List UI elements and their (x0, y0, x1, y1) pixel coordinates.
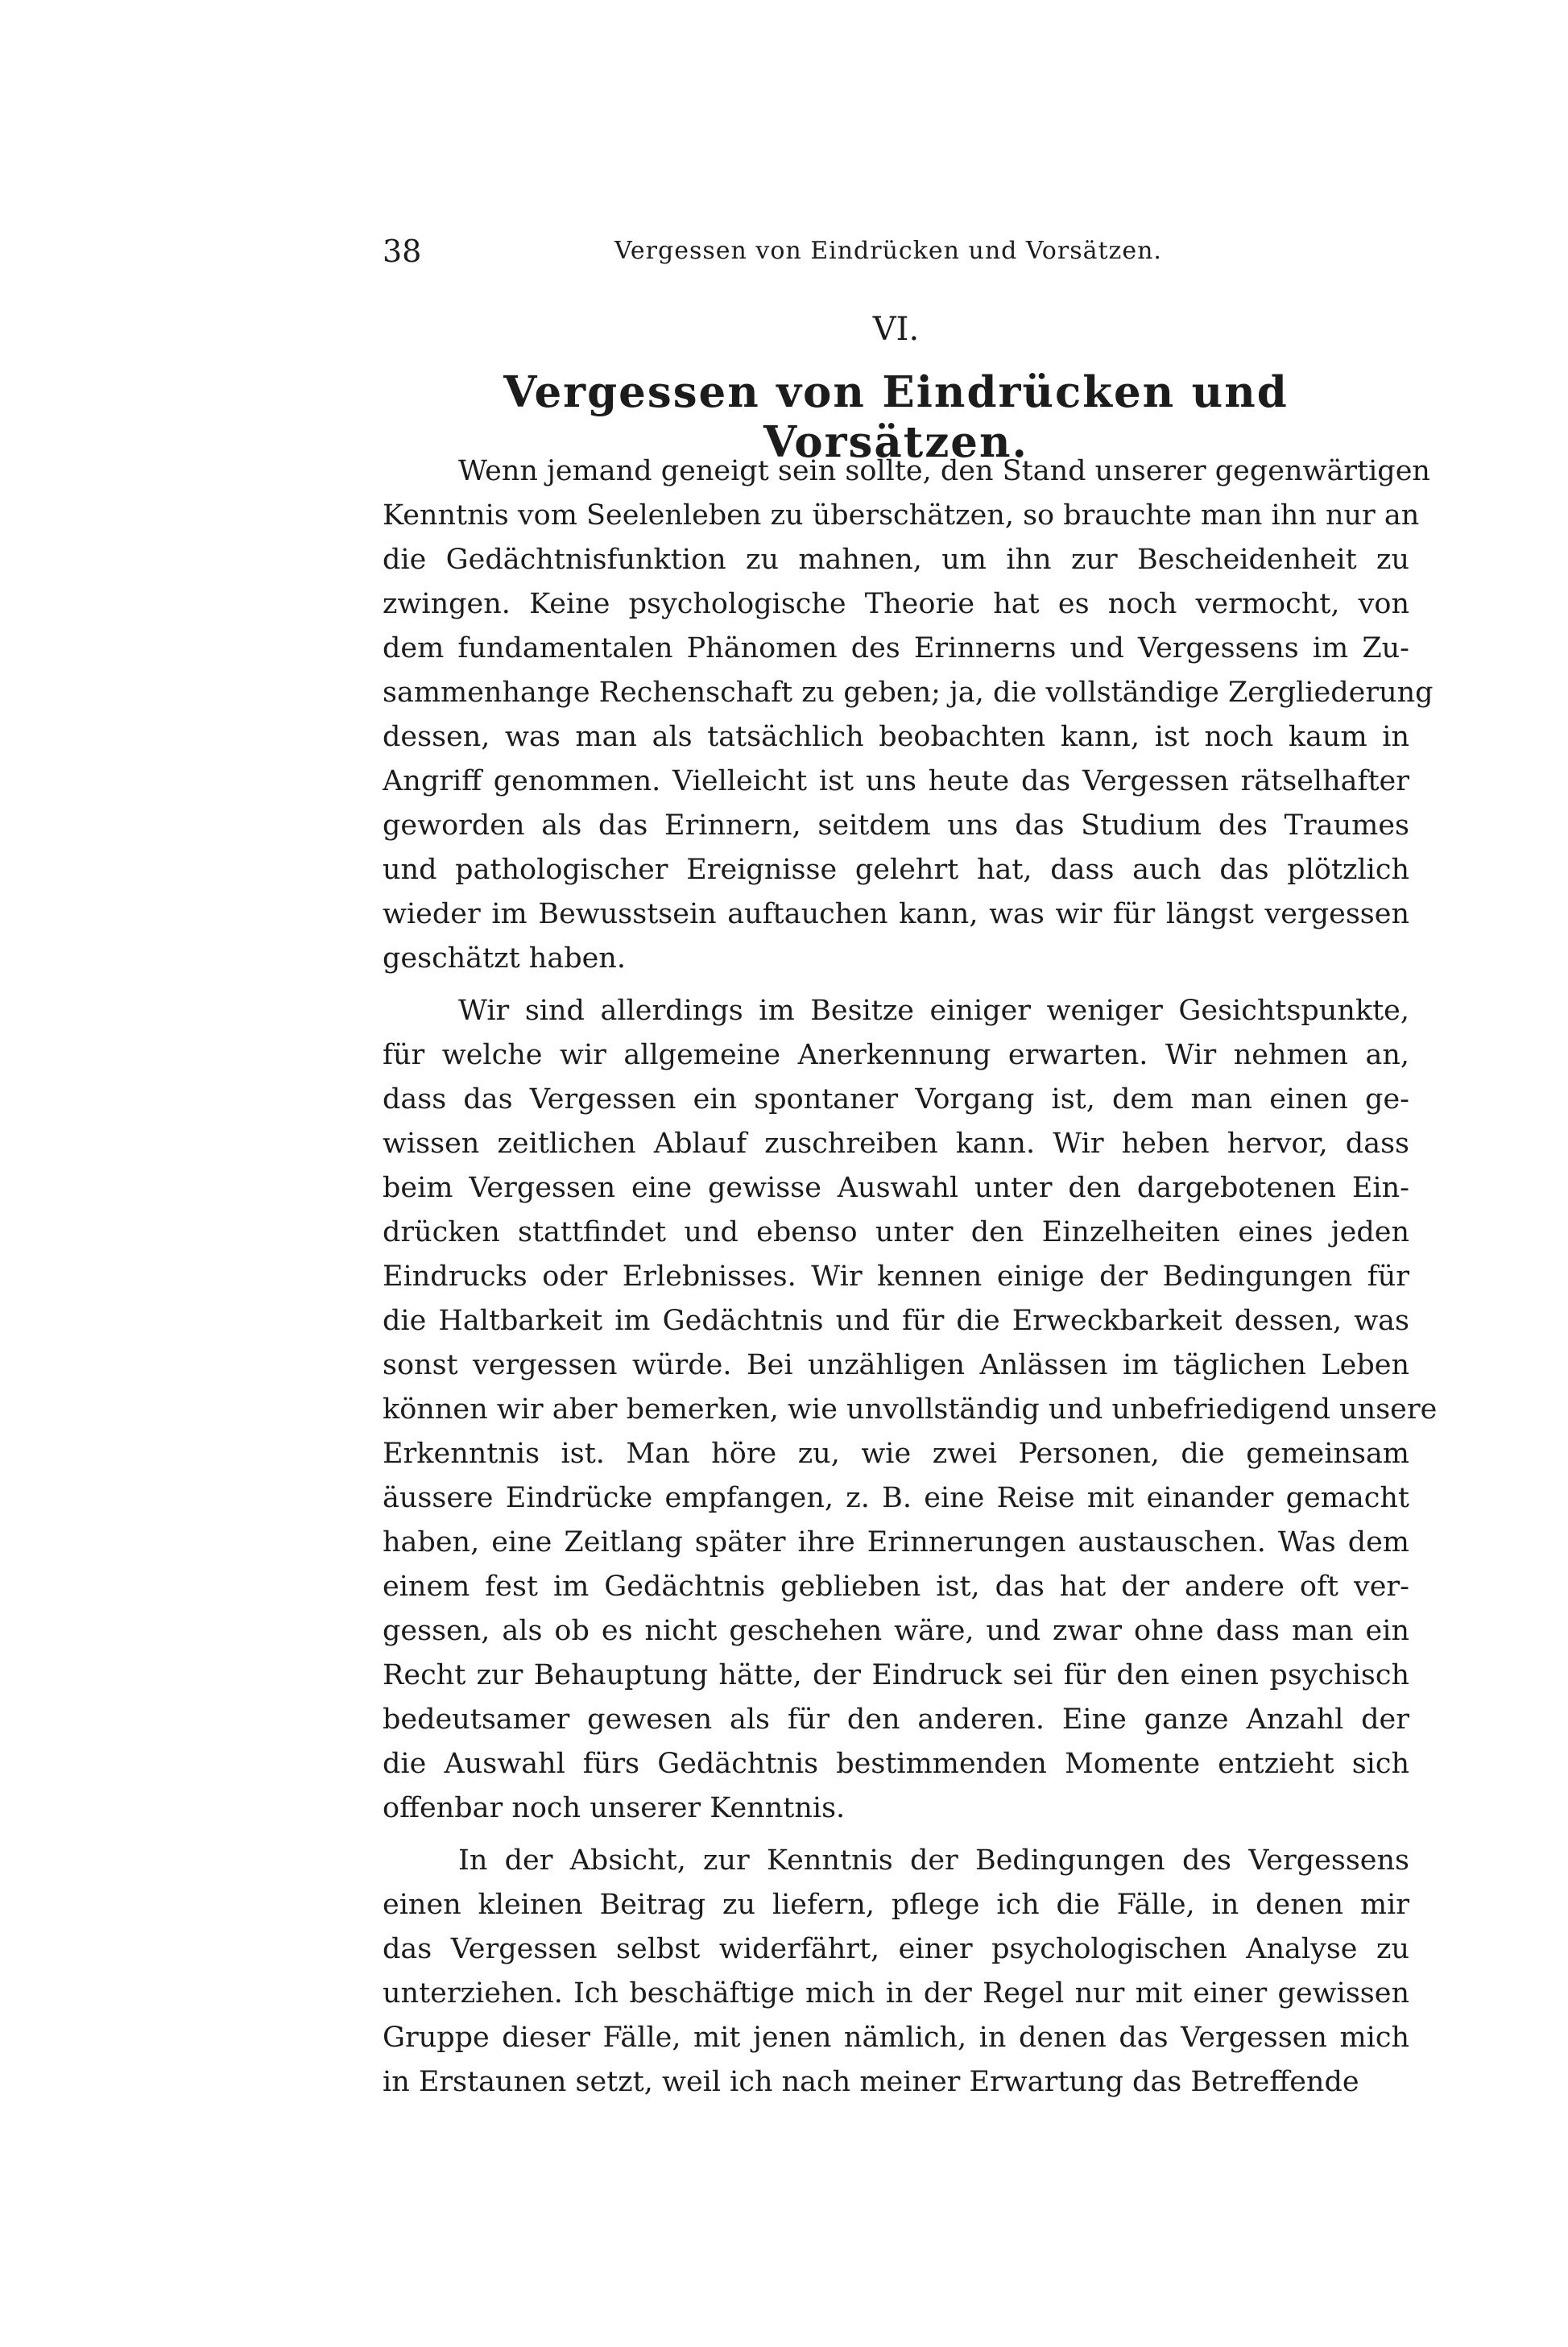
text-line: wieder im Bewusstsein auftauchen kann, was wir für längst vergessen (383, 898, 1409, 930)
text-line: Angriff genommen. Vielleicht ist uns heute das Vergessen rätselhafter (383, 765, 1409, 797)
paragraph (383, 989, 1438, 1831)
text-line: dass das Vergessen ein spontaner Vorgang ist, dem man einen ge- (383, 1083, 1409, 1116)
text-line: offenbar noch unserer Kenntnis. (383, 1792, 846, 1824)
text-line: dessen, was man als tatsächlich beobachten kann, ist noch kaum in (383, 721, 1409, 753)
text-line: in Erstaunen setzt, weil ich nach meiner Erwartung das Betreffende (383, 2066, 1359, 2098)
chapter-title: Vergessen von Eindrücken und Vorsätzen. (503, 367, 1289, 467)
page-number: 38 (383, 234, 422, 269)
running-title: Vergessen von Eindrücken und Vorsätzen. (614, 237, 1162, 265)
paragraph (383, 449, 1434, 981)
text-line: geworden als das Erinnern, seitdem uns das Studium des Traumes (383, 809, 1409, 842)
text-line: dem fundamentalen Phänomen des Erinnerns und Vergessens im Zu- (383, 632, 1409, 664)
text-line: bedeutsamer gewesen als für den anderen. Eine ganze Anzahl der (383, 1703, 1409, 1736)
text-line: haben, eine Zeitlang später ihre Erinnerungen austauschen. Was dem (383, 1526, 1409, 1558)
text-line: wissen zeitlichen Ablauf zuschreiben kann. Wir heben hervor, dass (383, 1128, 1409, 1160)
text-line: das Vergessen selbst widerfährt, einer psychologischen Analyse zu (383, 1933, 1409, 1965)
text-line: Erkenntnis ist. Man höre zu, wie zwei Personen, die gemeinsam (383, 1438, 1409, 1470)
chapter-number: VI. (872, 311, 920, 348)
text-line: zwingen. Keine psychologische Theorie hat es noch vermocht, von (383, 588, 1409, 620)
running-head (383, 234, 1409, 282)
text-line: die Haltbarkeit im Gedächtnis und für die Erweckbarkeit dessen, was (383, 1305, 1409, 1337)
text-line: beim Vergessen eine gewisse Auswahl unter den dargebotenen Ein- (383, 1172, 1409, 1204)
text-line: gessen, als ob es nicht geschehen wäre, und zwar ohne dass man ein (383, 1615, 1409, 1647)
text-line: Wenn jemand geneigt sein sollte, den Stand unserer gegenwärtigen (458, 455, 1430, 487)
paragraph (383, 1839, 1409, 2105)
text-line: können wir aber bemerken, wie unvollständig und unbefriedigend unsere (383, 1393, 1438, 1426)
text-line: die Gedächtnisfunktion zu mahnen, um ihn zur Bescheidenheit zu (383, 544, 1409, 576)
text-line: und pathologischer Ereignisse gelehrt hat, dass auch das plötzlich (383, 854, 1409, 886)
text-line: Gruppe dieser Fälle, mit jenen nämlich, in denen das Vergessen mich (383, 2022, 1409, 2054)
text-line: unterziehen. Ich beschäftige mich in der Regel nur mit einer gewissen (383, 1977, 1409, 2010)
text-line: die Auswahl fürs Gedächtnis bestimmenden Momente entzieht sich (383, 1748, 1409, 1780)
text-line: Wir sind allerdings im Besitze einiger weniger Gesichtspunkte, (458, 995, 1409, 1027)
text-line: sonst vergessen würde. Bei unzähligen Anlässen im täglichen Leben (383, 1349, 1409, 1381)
text-line: äussere Eindrücke empfangen, z. B. eine Reise mit einander gemacht (383, 1482, 1409, 1514)
book-page (383, 234, 1438, 2105)
text-line: für welche wir allgemeine Anerkennung erwarten. Wir nehmen an, (383, 1039, 1409, 1071)
text-line: drücken stattfindet und ebenso unter den Einzelheiten eines jeden (383, 1216, 1409, 1248)
text-line: einen kleinen Beitrag zu liefern, pflege ich die Fälle, in denen mir (383, 1889, 1409, 1921)
text-line: Eindrucks oder Erlebnisses. Wir kennen einige der Bedingungen für (383, 1260, 1409, 1293)
text-line: einem fest im Gedächtnis geblieben ist, das hat der andere oft ver- (383, 1571, 1409, 1603)
text-line: geschätzt haben. (383, 942, 626, 975)
text-line: Recht zur Behauptung hätte, der Eindruck sei für den einen psychisch (383, 1659, 1409, 1691)
text-line: In der Absicht, zur Kenntnis der Bedingungen des Vergessens (458, 1844, 1409, 1877)
text-line: sammenhange Rechenschaft zu geben; ja, die vollständige Zergliederung (383, 677, 1434, 709)
body-text (383, 449, 1438, 2105)
text-line: Kenntnis vom Seelenleben zu überschätzen, so brauchte man ihn nur an (383, 499, 1420, 532)
